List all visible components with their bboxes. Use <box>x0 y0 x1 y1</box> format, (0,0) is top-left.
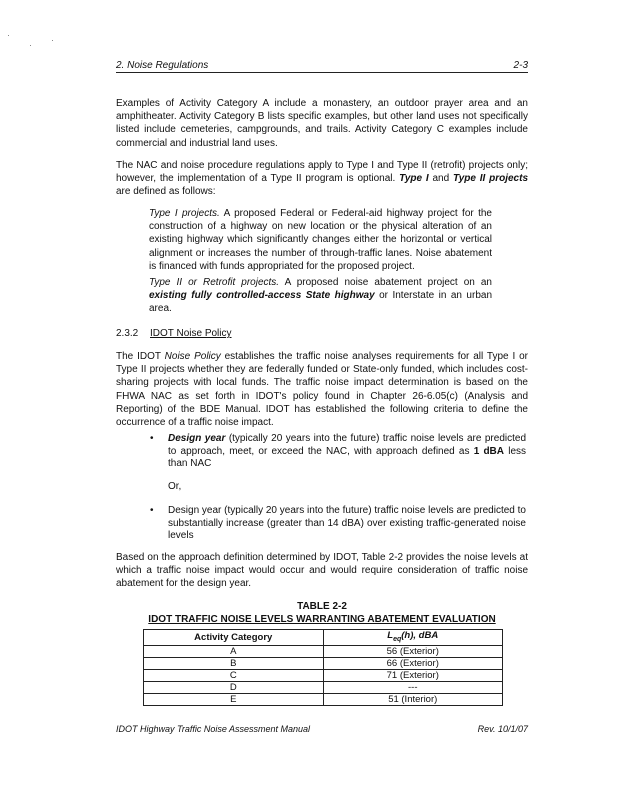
page-header <box>116 60 528 73</box>
scan-speck <box>52 40 53 41</box>
footer-revision: Rev. 10/1/07 <box>477 724 528 734</box>
table-row <box>144 681 503 693</box>
paragraph-activity-examples: Examples of Activity Category A include a monastery, an outdoor prayer area and an amphitheater. Activity Category B lists specific examples, but other land uses not specifically listed include cemeteries, campgrounds, and trails. Activity Category C examples include commercial and industrial land uses. <box>116 98 528 149</box>
category-cell: B <box>144 657 324 669</box>
section-title: IDOT Noise Policy <box>150 328 232 339</box>
table-title: IDOT TRAFFIC NOISE LEVELS WARRANTING ABATEMENT EVALUATION <box>148 614 496 625</box>
noise-levels-table <box>143 629 503 706</box>
level-cell: 51 (Interior) <box>323 693 503 705</box>
category-cell: E <box>144 693 324 705</box>
paragraph-table-intro: Based on the approach definition determined by IDOT, Table 2-2 provides the noise levels at which a traffic noise impact would occur and would require consideration of traffic noise abatement for the design year. <box>116 552 528 590</box>
table-number: TABLE 2-2 <box>297 601 347 612</box>
bullet-icon: • <box>150 505 154 516</box>
column-header-level: $L_{eq}(h)$, dBA <box>323 630 503 646</box>
section-heading <box>116 328 232 339</box>
scan-speck <box>8 35 9 36</box>
document-page: 2. Noise Regulations 2-3 Examples of Activity Category A include a monastery, an outdoor prayer area and an amphitheater. Activity Category B lists specific examples, but other land uses not specifically listed include cemeteries, campgrounds, and trails. Activity Category C examples include commercial and industrial land uses. The NAC and noise procedure regulations apply to Type I and Type II (retrofit) projects only; however, the implementation of a Type II program is optional. Type I and Type II projects are defined as follows: Type I projects. A proposed Federal or Federal-aid highway project for the construction of a highway on new location or the physical alteration of an existing highway which significantly changes either the horizontal or vertical alignment or increases the number of through-traffic lanes. Noise abatement is financed with funds appropriated for the proposed project. Type II or Retrofit projects. A proposed noise abatement project on an existing fully controlled-access State highway or Interstate in an urban area. 2.3.2 IDOT Noise Policy The IDOT Noise Policy establishes the traffic noise analyses requirements for all Type I or Type II projects whether they are federally funded or State-only funded, which includes cost-sharing projects with local funds. The traffic noise impact determination is based on the FHWA NAC as set forth in IDOT's policy found in Chapter 26-6.05(c) (Analysis and Reporting) of the BDE Manual. IDOT has established the following criteria to define the occurrence of a traffic noise impact. • Design year (typically 20 years into the future) traffic noise levels are predicted to approach, meet, or exceed the NAC, with approach defined as 1 dBA less than NAC Or, • Design year (typically 20 years into the future) traffic noise levels are predicted to substantially increase (greater than 14 dBA) over existing traffic-generated noise levels Based on the approach definition determined by IDOT, Table 2-2 provides the noise levels at which a traffic noise impact would occur and would require consideration of traffic noise abatement for the design year. TABLE 2-2 IDOT TRAFFIC NOISE LEVELS WARRANTING ABATEMENT EVALUATION Activity Category $L_{eq}(h)$, dBA A 56 (Exterior) B 66 (Exterior) C 71 (Exterior) D --- E 51 (Interior) IDOT Highway Traffic Noise Assessment Manual Rev. 10/1/07 <box>0 0 619 800</box>
paragraph-nac-types: The NAC and noise procedure regulations apply to Type I and Type II (retrofit) projects only; however, the implementation of a Type II program is optional. Type I and Type II projects are defined as follows: <box>116 160 529 198</box>
type1-term: Type I projects. <box>149 208 220 219</box>
footer-manual-title: IDOT Highway Traffic Noise Assessment Manual <box>116 724 311 734</box>
category-cell: C <box>144 669 324 681</box>
header-chapter: 2. Noise Regulations <box>116 60 209 71</box>
table-header-row <box>144 630 503 646</box>
level-cell: 71 (Exterior) <box>323 669 503 681</box>
table-row <box>144 669 503 681</box>
category-cell: A <box>144 645 324 657</box>
category-cell: D <box>144 681 324 693</box>
paragraph-type1-definition: Type I projects. A proposed Federal or Federal-aid highway project for the construction of a highway on new location or the physical alteration of an existing highway which significantly changes either the horizontal or vertical alignment or increases the number of through-traffic lanes. Noise abatement is financed with funds appropriated for the proposed project. <box>149 208 492 272</box>
header-page-number: 2-3 <box>513 60 528 71</box>
level-cell: --- <box>323 681 503 693</box>
scan-speck <box>30 45 31 46</box>
paragraph-type2-definition: Type II or Retrofit projects. A proposed noise abatement project on an existing fully controlled-access State highway or Interstate in an urban area. <box>149 277 493 315</box>
level-cell: 56 (Exterior) <box>323 645 503 657</box>
section-number: 2.3.2 <box>116 328 139 339</box>
column-header-category: Activity Category <box>144 630 324 646</box>
type2-term: Type II or Retrofit projects. <box>149 277 280 288</box>
page-footer <box>116 724 528 734</box>
table-row <box>144 645 503 657</box>
table-row <box>144 693 503 705</box>
paragraph-idot-policy: The IDOT Noise Policy establishes the traffic noise analyses requirements for all Type I or Type II projects whether they are federally funded or State-only funded, which includes cost-sharing projects with local funds. The traffic noise impact determination is based on the FHWA NAC as set forth in IDOT's policy found in Chapter 26-6.05(c) (Analysis and Reporting) of the BDE Manual. IDOT has established the following criteria to define the occurrence of a traffic noise impact. <box>116 351 528 429</box>
level-cell: 66 (Exterior) <box>323 657 503 669</box>
table-row <box>144 657 503 669</box>
bullet-icon: • <box>150 433 154 444</box>
